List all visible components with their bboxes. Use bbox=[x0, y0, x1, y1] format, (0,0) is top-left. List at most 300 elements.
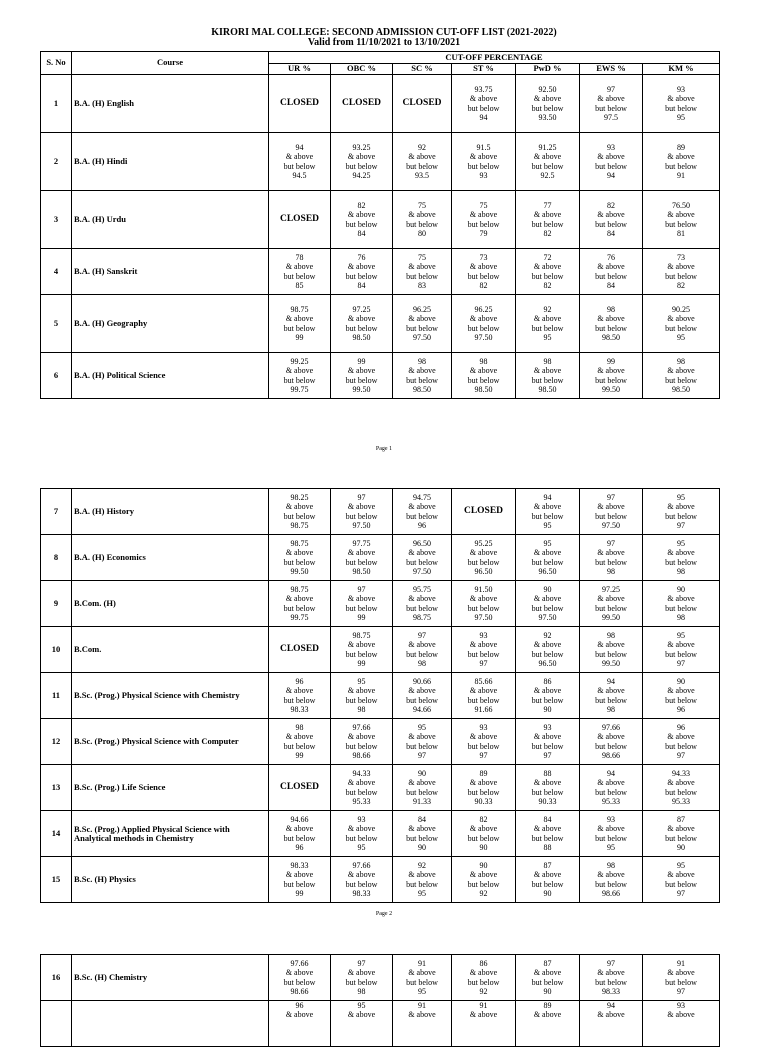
above-label: & above bbox=[408, 732, 436, 742]
below-label: but below bbox=[467, 603, 500, 613]
cutoff-min-value: 99 bbox=[607, 357, 615, 367]
above-label: & above bbox=[469, 94, 498, 104]
above-label: & above bbox=[469, 640, 498, 650]
above-label: & above bbox=[347, 594, 376, 604]
above-label: & above bbox=[597, 548, 625, 558]
course-name: B.Sc. (Prog.) Life Science bbox=[72, 765, 269, 811]
cutoff-max-value: 91.33 bbox=[413, 796, 431, 806]
above-label: & above bbox=[469, 548, 498, 558]
category-header: OBC % bbox=[331, 64, 393, 75]
cutoff-min-value: 97.25 bbox=[602, 585, 620, 595]
cutoff-min-value: 97 bbox=[357, 585, 366, 595]
above-label: & above bbox=[667, 152, 695, 162]
cutoff-cell bbox=[580, 249, 643, 295]
below-label: but below bbox=[531, 879, 564, 889]
cutoff-max-value: 95 bbox=[677, 332, 685, 342]
below-label: but below bbox=[595, 833, 627, 843]
cutoff-cell bbox=[331, 489, 393, 535]
cutoff-cell bbox=[393, 295, 452, 353]
cutoff-min-value: 94.75 bbox=[413, 493, 431, 503]
cutoff-min-value: 84 bbox=[543, 815, 552, 825]
closed-status: CLOSED bbox=[269, 191, 331, 249]
above-label: & above bbox=[597, 778, 625, 788]
below-label: but below bbox=[665, 375, 697, 385]
below-label: but below bbox=[467, 375, 500, 385]
cutoff-cell bbox=[393, 581, 452, 627]
above-label: & above bbox=[667, 968, 695, 978]
cutoff-min-value: 91.5 bbox=[476, 143, 491, 153]
below-label: but below bbox=[665, 219, 697, 229]
below-label: but below bbox=[283, 557, 316, 567]
cutoff-cell bbox=[393, 673, 452, 719]
cutoff-cell bbox=[393, 489, 452, 535]
cutoff-cell bbox=[643, 535, 720, 581]
below-label: but below bbox=[665, 557, 697, 567]
serial-number: 5 bbox=[41, 295, 72, 353]
table-row bbox=[41, 353, 720, 399]
cutoff-max-value: 94 bbox=[479, 112, 488, 122]
below-label: but below bbox=[467, 103, 500, 113]
below-label: but below bbox=[283, 741, 316, 751]
cutoff-cell bbox=[452, 627, 516, 673]
cutoff-min-value: 92.50 bbox=[538, 85, 557, 95]
cutoff-max-value: 95.33 bbox=[352, 796, 371, 806]
cutoff-max-value: 90 bbox=[677, 842, 685, 852]
cutoff-cell bbox=[331, 353, 393, 399]
above-label: & above bbox=[469, 968, 498, 978]
cutoff-max-value: 92 bbox=[479, 888, 488, 898]
cutoff-max-value: 97.50 bbox=[413, 566, 431, 576]
above-label: & above bbox=[533, 594, 562, 604]
cutoff-cell bbox=[580, 295, 643, 353]
above-label: & above bbox=[667, 314, 695, 324]
below-label: but below bbox=[665, 879, 697, 889]
below-label: but below bbox=[345, 977, 378, 987]
category-header: ST % bbox=[452, 64, 516, 75]
cutoff-max-value: 97.50 bbox=[352, 520, 371, 530]
above-label: & above bbox=[597, 870, 625, 880]
below-label: but below bbox=[595, 977, 627, 987]
below-label: but below bbox=[595, 603, 627, 613]
cutoff-min-value: 96.50 bbox=[413, 539, 431, 549]
serial-number: 9 bbox=[41, 581, 72, 627]
serial-number: 4 bbox=[41, 249, 72, 295]
cutoff-max-value: 93.5 bbox=[415, 170, 429, 180]
cutoff-min-value: 91 bbox=[418, 1001, 426, 1010]
cutoff-cell bbox=[269, 955, 331, 1001]
course-name: B.A. (H) English bbox=[72, 75, 269, 133]
cutoff-max-value: 98.75 bbox=[290, 520, 309, 530]
cutoff-min-value: 96.25 bbox=[474, 305, 493, 315]
cutoff-min-value: 82 bbox=[607, 201, 615, 211]
below-label: but below bbox=[531, 103, 564, 113]
below-label: but below bbox=[665, 323, 697, 333]
above-label: & above bbox=[533, 262, 562, 272]
cutoff-min-value: 77 bbox=[543, 201, 552, 211]
cutoff-max-value: 99.75 bbox=[290, 612, 309, 622]
below-label: but below bbox=[665, 787, 697, 797]
cutoff-max-value: 95 bbox=[418, 888, 426, 898]
above-label: & above bbox=[533, 732, 562, 742]
course-name: B.A. (H) Economics bbox=[72, 535, 269, 581]
above-label: & above bbox=[408, 686, 436, 696]
below-label: but below bbox=[283, 323, 316, 333]
below-label: but below bbox=[406, 219, 438, 229]
cutoff-min-value: 89 bbox=[677, 143, 685, 153]
below-label: but below bbox=[595, 375, 627, 385]
cutoff-min-value: 95.75 bbox=[413, 585, 431, 595]
cutoff-max-value: 94.66 bbox=[413, 704, 431, 714]
cutoff-min-value: 90 bbox=[418, 769, 426, 779]
cutoff-min-value: 75 bbox=[418, 253, 426, 263]
above-label: & above bbox=[408, 870, 436, 880]
cutoff-max-value: 91 bbox=[677, 170, 685, 180]
cutoff-max-value: 98.50 bbox=[352, 566, 371, 576]
cutoff-cell bbox=[643, 765, 720, 811]
cutoff-max-value: 97 bbox=[543, 750, 552, 760]
above-label: & above bbox=[347, 732, 376, 742]
below-label: but below bbox=[595, 787, 627, 797]
above-label: & above bbox=[347, 824, 376, 834]
cutoff-cell bbox=[580, 673, 643, 719]
above-label: & above bbox=[533, 314, 562, 324]
cutoff-cell bbox=[580, 857, 643, 903]
cutoff-min-value: 97 bbox=[607, 493, 615, 503]
cutoff-max-value: 91.66 bbox=[474, 704, 493, 714]
cutoff-cell bbox=[516, 353, 580, 399]
cutoff-min-value: 99 bbox=[357, 357, 366, 367]
cutoff-min-value: 75 bbox=[418, 201, 426, 211]
below-label: but below bbox=[665, 161, 697, 171]
cutoff-max-value: 95 bbox=[677, 112, 685, 122]
cutoff-min-value: 95 bbox=[418, 723, 426, 733]
below-label: but below bbox=[283, 977, 316, 987]
cutoff-min-value: 73 bbox=[479, 253, 488, 263]
cutoff-max-value: 99.50 bbox=[602, 384, 620, 394]
cutoff-min-value: 95 bbox=[543, 539, 552, 549]
above-label: & above bbox=[408, 152, 436, 162]
above-label: & above bbox=[533, 870, 562, 880]
category-header: UR % bbox=[269, 64, 331, 75]
cutoff-min-value: 98 bbox=[607, 861, 615, 871]
closed-status: CLOSED bbox=[269, 627, 331, 673]
below-label: but below bbox=[345, 649, 378, 659]
cutoff-max-value: 99.50 bbox=[602, 658, 620, 668]
course-name: B.A. (H) Sanskrit bbox=[72, 249, 269, 295]
cutoff-max-value: 90 bbox=[543, 704, 552, 714]
cutoff-max-value: 96 bbox=[295, 842, 304, 852]
table-row bbox=[41, 295, 720, 353]
cutoff-max-value: 99.50 bbox=[602, 612, 620, 622]
cutoff-max-value: 98 bbox=[677, 612, 685, 622]
cutoff-max-value: 99 bbox=[295, 332, 304, 342]
cutoff-min-value: 97 bbox=[607, 85, 615, 95]
cutoff-cell bbox=[580, 353, 643, 399]
below-label: but below bbox=[595, 695, 627, 705]
cutoff-cell bbox=[516, 627, 580, 673]
cutoff-min-value: 94.33 bbox=[352, 769, 371, 779]
cutoff-max-value: 99 bbox=[357, 658, 366, 668]
above-label: & above bbox=[347, 262, 376, 272]
cutoff-min-value: 87 bbox=[543, 861, 552, 871]
below-label: but below bbox=[345, 741, 378, 751]
above-label: & above bbox=[533, 824, 562, 834]
cutoff-cell bbox=[643, 857, 720, 903]
cutoff-min-value: 98 bbox=[677, 357, 685, 367]
cutoff-cell bbox=[269, 581, 331, 627]
cutoff-cell bbox=[452, 295, 516, 353]
above-label: & above bbox=[408, 968, 436, 978]
course-name: B.Sc. (H) Chemistry bbox=[72, 955, 269, 1001]
cutoff-cell bbox=[643, 353, 720, 399]
cutoff-max-value: 81 bbox=[677, 228, 685, 238]
serial-number: 2 bbox=[41, 133, 72, 191]
above-label: & above bbox=[597, 502, 625, 512]
cutoff-cell bbox=[580, 811, 643, 857]
cutoff-max-value: 84 bbox=[357, 280, 366, 290]
above-label: & above bbox=[667, 210, 695, 220]
table-row bbox=[41, 627, 720, 673]
course-name: B.A. (H) Political Science bbox=[72, 353, 269, 399]
below-label: but below bbox=[406, 375, 438, 385]
below-label: but below bbox=[595, 649, 627, 659]
cutoff-max-value: 97.50 bbox=[602, 520, 620, 530]
below-label: but below bbox=[665, 511, 697, 521]
above-label: & above bbox=[533, 502, 562, 512]
above-label: & above bbox=[469, 262, 498, 272]
below-label: but below bbox=[595, 511, 627, 521]
cutoff-min-value: 92 bbox=[543, 631, 552, 641]
cutoff-cell bbox=[452, 249, 516, 295]
cutoff-cell bbox=[331, 295, 393, 353]
cutoff-max-value: 82 bbox=[677, 280, 685, 290]
closed-status: CLOSED bbox=[452, 489, 516, 535]
serial-number: 14 bbox=[41, 811, 72, 857]
category-header: PwD % bbox=[516, 64, 580, 75]
cutoff-min-value: 93 bbox=[607, 815, 615, 825]
cutoff-cell bbox=[452, 719, 516, 765]
cutoff-max-value: 98 bbox=[357, 704, 366, 714]
cutoff-cell bbox=[580, 581, 643, 627]
cutoff-min-value: 97 bbox=[357, 959, 366, 969]
above-label: & above bbox=[667, 778, 695, 788]
serial-number: 15 bbox=[41, 857, 72, 903]
cutoff-cell bbox=[516, 535, 580, 581]
above-label: & above bbox=[347, 640, 376, 650]
below-label: but below bbox=[531, 695, 564, 705]
cutoff-min-value: 82 bbox=[357, 201, 366, 211]
cutoff-max-value: 98.50 bbox=[602, 332, 620, 342]
cutoff-min-value: 98.25 bbox=[290, 493, 309, 503]
cutoff-max-value: 98.66 bbox=[602, 888, 620, 898]
below-label: but below bbox=[531, 511, 564, 521]
cutoff-max-value: 98.50 bbox=[413, 384, 431, 394]
above-label: & above bbox=[667, 824, 695, 834]
below-label: but below bbox=[345, 271, 378, 281]
cutoff-min-value: 97 bbox=[357, 493, 366, 503]
table-row bbox=[41, 581, 720, 627]
cutoff-max-value: 98 bbox=[607, 704, 615, 714]
above-label: & above bbox=[667, 594, 695, 604]
below-label: but below bbox=[345, 787, 378, 797]
cutoff-min-value: 98.33 bbox=[290, 861, 309, 871]
course-name: B.A. (H) Geography bbox=[72, 295, 269, 353]
cutoff-cell bbox=[269, 353, 331, 399]
below-label: but below bbox=[406, 557, 438, 567]
cutoff-cell bbox=[331, 673, 393, 719]
above-label: & above bbox=[597, 152, 625, 162]
header-row bbox=[41, 52, 720, 64]
cutoff-min-value: 89 bbox=[479, 769, 488, 779]
above-label: & above bbox=[533, 548, 562, 558]
cutoff-cell bbox=[643, 811, 720, 857]
closed-status: CLOSED bbox=[331, 75, 393, 133]
table-row bbox=[41, 811, 720, 857]
below-label: but below bbox=[531, 219, 564, 229]
above-label: & above bbox=[347, 548, 376, 558]
cutoff-cell bbox=[580, 75, 643, 133]
cutoff-max-value: 93.50 bbox=[538, 112, 557, 122]
cutoff-cell bbox=[331, 857, 393, 903]
course-name: B.Sc. (H) Physics bbox=[72, 857, 269, 903]
course-name: B.A. (H) Hindi bbox=[72, 133, 269, 191]
above-label: & above bbox=[285, 262, 314, 272]
table-row bbox=[41, 673, 720, 719]
above-label: & above bbox=[285, 152, 314, 162]
cutoff-cell bbox=[269, 811, 331, 857]
cutoff-table-page-1 bbox=[40, 51, 720, 399]
cutoff-max-value: 85 bbox=[295, 280, 304, 290]
above-label: & above bbox=[533, 1010, 562, 1020]
cutoff-cell bbox=[643, 955, 720, 1001]
cutoff-max-value: 98.50 bbox=[352, 332, 371, 342]
cutoff-min-value: 93.25 bbox=[352, 143, 371, 153]
above-label: & above bbox=[469, 594, 498, 604]
below-label: but below bbox=[345, 511, 378, 521]
cutoff-cell bbox=[516, 191, 580, 249]
cutoff-max-value: 90.33 bbox=[538, 796, 557, 806]
cutoff-max-value: 99.75 bbox=[290, 384, 309, 394]
cutoff-min-value: 96 bbox=[295, 1001, 304, 1010]
cutoff-min-value: 95 bbox=[357, 677, 366, 687]
cutoff-table-page-2 bbox=[40, 488, 720, 903]
below-label: but below bbox=[467, 271, 500, 281]
cutoff-min-value: 78 bbox=[295, 253, 304, 263]
cutoff-max-value: 92 bbox=[479, 986, 488, 996]
cutoff-min-value: 89 bbox=[543, 1001, 552, 1010]
cutoff-min-value: 93 bbox=[357, 815, 366, 825]
cutoff-min-value: 85.66 bbox=[474, 677, 493, 687]
cutoff-max-value: 98.33 bbox=[290, 704, 309, 714]
cutoff-cell bbox=[516, 765, 580, 811]
cutoff-max-value: 98.66 bbox=[602, 750, 620, 760]
cutoff-max-value: 98 bbox=[418, 658, 426, 668]
cutoff-min-value: 94.66 bbox=[290, 815, 309, 825]
above-label: & above bbox=[597, 732, 625, 742]
cutoff-min-value: 98.75 bbox=[290, 305, 309, 315]
cutoff-table-page-3 bbox=[40, 954, 720, 1047]
page-number-2: Page 2 bbox=[375, 911, 393, 917]
below-label: but below bbox=[467, 787, 500, 797]
cutoff-cell bbox=[269, 249, 331, 295]
cutoff-cell bbox=[393, 627, 452, 673]
cutoff-min-value: 97.75 bbox=[352, 539, 371, 549]
serial-number: 16 bbox=[41, 955, 72, 1001]
serial-number: 13 bbox=[41, 765, 72, 811]
cutoff-min-value: 95 bbox=[677, 493, 685, 503]
cutoff-cell bbox=[269, 535, 331, 581]
serial-number: 10 bbox=[41, 627, 72, 673]
below-label: but below bbox=[283, 603, 316, 613]
cutoff-max-value: 96.50 bbox=[538, 658, 557, 668]
table-row bbox=[41, 955, 720, 1001]
cutoff-max-value: 99 bbox=[295, 750, 304, 760]
above-label: & above bbox=[597, 594, 625, 604]
above-label: & above bbox=[285, 686, 314, 696]
cutoff-min-value: 93 bbox=[479, 723, 488, 733]
cutoff-min-value: 76 bbox=[607, 253, 615, 263]
cutoff-min-value: 93 bbox=[677, 1001, 685, 1010]
above-label: & above bbox=[347, 778, 376, 788]
below-label: but below bbox=[406, 879, 438, 889]
cutoff-cell bbox=[393, 353, 452, 399]
category-header: KM % bbox=[643, 64, 720, 75]
cutoff-min-value: 95 bbox=[677, 539, 685, 549]
above-label: & above bbox=[667, 94, 695, 104]
course-name: B.Sc. (Prog.) Physical Science with Chemistry bbox=[72, 673, 269, 719]
cutoff-min-value: 97.66 bbox=[290, 959, 309, 969]
cutoff-cell bbox=[331, 719, 393, 765]
below-label: but below bbox=[467, 879, 500, 889]
cutoff-min-value: 97 bbox=[607, 539, 615, 549]
cutoff-max-value: 90.33 bbox=[474, 796, 493, 806]
serial-number: 12 bbox=[41, 719, 72, 765]
below-label: but below bbox=[345, 695, 378, 705]
above-label: & above bbox=[533, 210, 562, 220]
above-label: & above bbox=[285, 594, 314, 604]
below-label: but below bbox=[467, 977, 500, 987]
below-label: but below bbox=[406, 603, 438, 613]
cutoff-min-value: 98 bbox=[479, 357, 488, 367]
above-label: & above bbox=[408, 824, 436, 834]
above-label: & above bbox=[408, 594, 436, 604]
cutoff-cell bbox=[516, 581, 580, 627]
above-label: & above bbox=[408, 314, 436, 324]
above-label: & above bbox=[533, 152, 562, 162]
cutoff-max-value: 97.50 bbox=[538, 612, 557, 622]
cutoff-cell bbox=[452, 765, 516, 811]
above-label: & above bbox=[533, 686, 562, 696]
cutoff-max-value: 93 bbox=[479, 170, 488, 180]
below-label: but below bbox=[467, 323, 500, 333]
cutoff-min-value: 90 bbox=[677, 585, 685, 595]
cutoff-max-value: 98.33 bbox=[602, 986, 620, 996]
cutoff-min-value: 98 bbox=[607, 305, 615, 315]
cutoff-cell bbox=[393, 955, 452, 1001]
cutoff-cell bbox=[393, 249, 452, 295]
cutoff-min-value: 95 bbox=[677, 631, 685, 641]
below-label: but below bbox=[595, 323, 627, 333]
below-label: but below bbox=[406, 511, 438, 521]
serial-number: 3 bbox=[41, 191, 72, 249]
cutoff-min-value: 91.25 bbox=[538, 143, 557, 153]
below-label: but below bbox=[665, 977, 697, 987]
above-label: & above bbox=[597, 640, 625, 650]
cutoff-max-value: 82 bbox=[543, 228, 552, 238]
cutoff-cell bbox=[393, 765, 452, 811]
below-label: but below bbox=[665, 741, 697, 751]
cutoff-max-value: 97.50 bbox=[474, 332, 493, 342]
